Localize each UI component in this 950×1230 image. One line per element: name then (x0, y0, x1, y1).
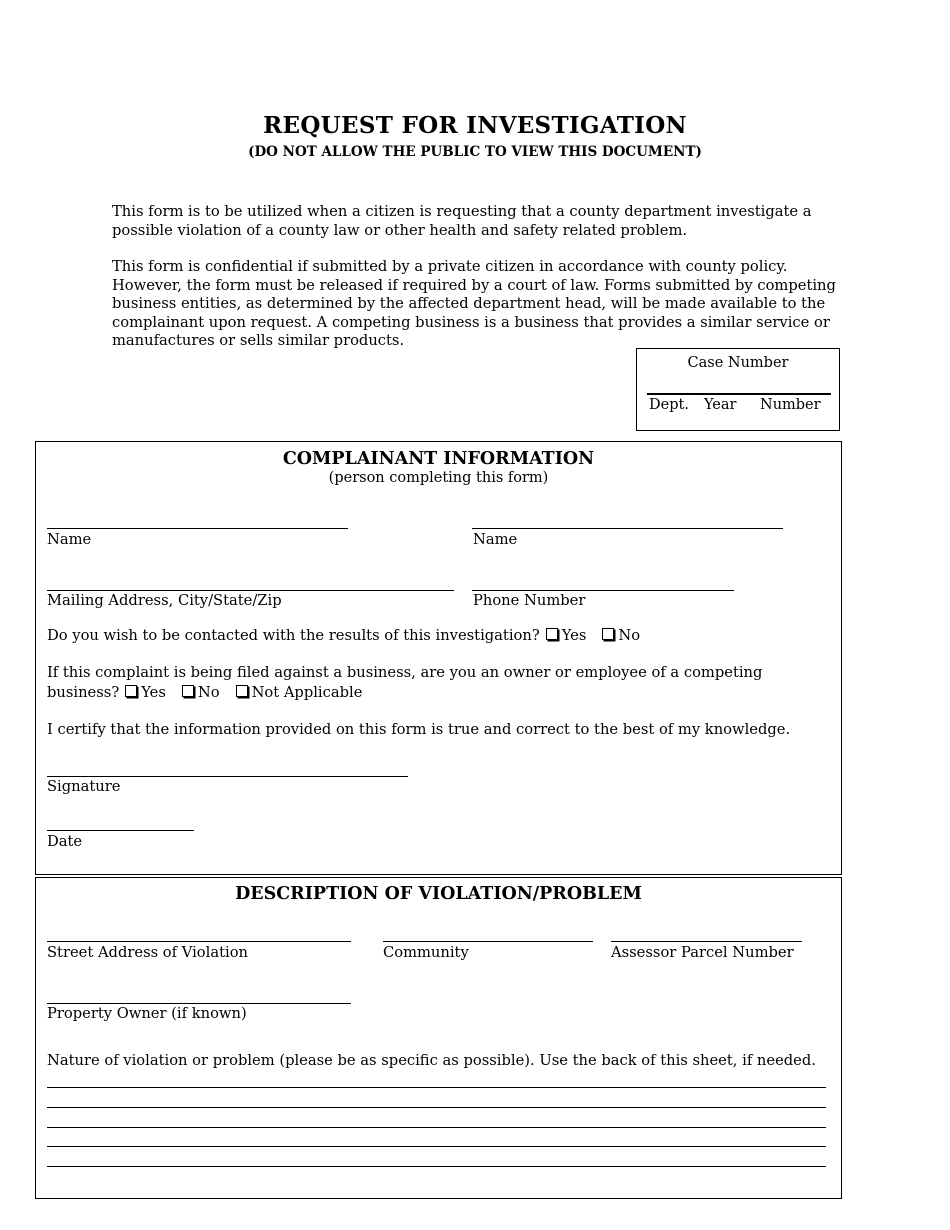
complainant-subtitle: (person completing this form) (328, 470, 549, 486)
signature-label: Signature (47, 778, 121, 795)
certification-text: I certify that the information provided on this form is true and correct to the best of my knowledge. (47, 721, 791, 738)
intro-paragraph-2: This form is confidential if submitted by a private citizen in accordance with county policy. However, the form must be released if required by a court of law. Forms submitted by competing business entities, as determined by the affected department head, will be made available to the complainant upon request. A competing business is a business that provides a similar service or manufactures or sells similar products. (112, 258, 836, 349)
intro-paragraph-1: This form is to be utilized when a citizen is requesting that a county department investigate a possible violation of a county law or other health and safety related problem. (112, 203, 812, 239)
case-number-box (636, 348, 840, 431)
community-label: Community (383, 944, 469, 961)
community-field[interactable] (383, 941, 593, 942)
phone-number-label: Phone Number (473, 592, 586, 609)
case-number-title: Case Number (687, 355, 789, 371)
case-number-field[interactable] (647, 393, 831, 395)
competitor-question: If this complaint is being filed against a business, are you an owner or employee of a competing business? (47, 664, 763, 701)
case-number-labels (649, 397, 821, 413)
nature-line-4[interactable] (47, 1146, 826, 1147)
competitor-na-checkbox[interactable] (236, 685, 248, 697)
date-field[interactable] (47, 830, 194, 831)
street-address-label: Street Address of Violation (47, 944, 248, 961)
contact-yes-checkbox[interactable] (546, 628, 558, 640)
date-label: Date (47, 833, 83, 850)
property-owner-field[interactable] (47, 1003, 351, 1004)
case-year-label: Year (704, 397, 737, 413)
case-dept-label: Dept. (649, 397, 689, 413)
violation-section (35, 877, 842, 1199)
contact-yes-label: Yes (561, 627, 587, 644)
name-label-1: Name (47, 531, 92, 548)
competitor-no-checkbox[interactable] (182, 685, 194, 697)
contact-no-checkbox[interactable] (602, 628, 614, 640)
competitor-na-label: Not Applicable (251, 684, 363, 701)
nature-line-1[interactable] (47, 1087, 826, 1088)
parcel-number-field[interactable] (611, 941, 802, 942)
mailing-address-label: Mailing Address, City/State/Zip (47, 592, 282, 609)
competitor-yes-checkbox[interactable] (125, 685, 137, 697)
nature-of-violation-label: Nature of violation or problem (please be as specific as possible). Use the back of this sheet, if needed. (47, 1052, 816, 1069)
mailing-address-field[interactable] (47, 590, 454, 591)
name-field-1[interactable] (47, 528, 348, 529)
name-label-2: Name (473, 531, 518, 548)
property-owner-label: Property Owner (if known) (47, 1005, 247, 1022)
contact-no-label: No (618, 627, 641, 644)
contact-question: Do you wish to be contacted with the results of this investigation? (47, 627, 540, 644)
violation-title: DESCRIPTION OF VIOLATION/PROBLEM (235, 884, 642, 904)
case-number-label: Number (760, 397, 821, 413)
signature-field[interactable] (47, 776, 408, 777)
competitor-no-label: No (197, 684, 220, 701)
complainant-section (35, 441, 842, 875)
nature-line-2[interactable] (47, 1107, 826, 1108)
nature-line-3[interactable] (47, 1127, 826, 1128)
phone-number-field[interactable] (472, 590, 734, 591)
name-field-2[interactable] (472, 528, 783, 529)
street-address-field[interactable] (47, 941, 351, 942)
form-title: REQUEST FOR INVESTIGATION (263, 112, 687, 139)
complainant-title: COMPLAINANT INFORMATION (282, 449, 595, 469)
competitor-yes-label: Yes (141, 684, 166, 701)
form-subtitle: (DO NOT ALLOW THE PUBLIC TO VIEW THIS DOCUMENT) (248, 144, 702, 160)
nature-line-5[interactable] (47, 1166, 826, 1167)
competitor-question-row (47, 663, 807, 703)
parcel-number-label: Assessor Parcel Number (611, 944, 794, 961)
contact-question-row (47, 626, 650, 646)
